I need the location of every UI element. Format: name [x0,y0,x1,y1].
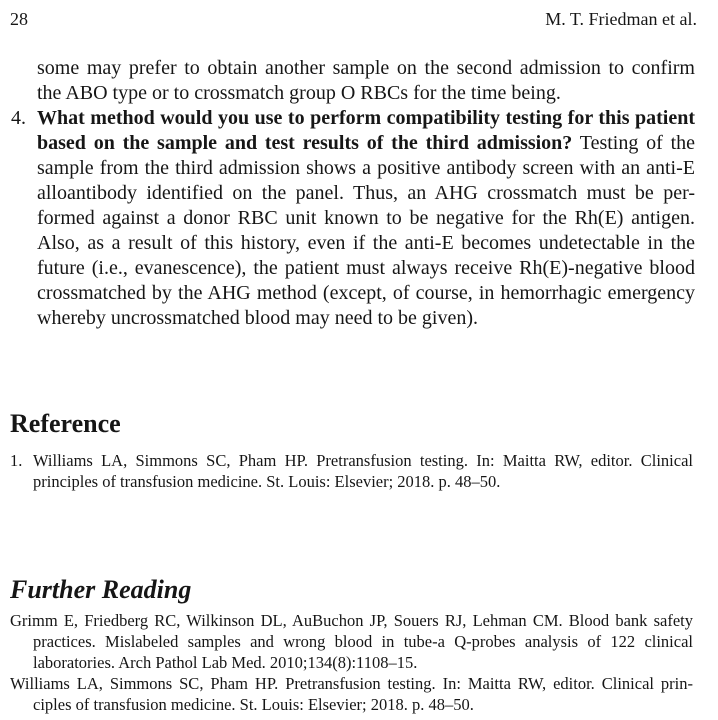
further-reading-line: laboratories. Arch Pathol Lab Med. 2010;134(8):1108–15. [33,653,418,672]
body-line: whereby uncrossmatched blood may need to be given). [37,307,478,329]
body-line: the ABO type or to crossmatch group O RBCs for the time being. [37,82,561,104]
list-item-4-first-line [11,106,695,131]
further-reading-heading: Further Reading [10,574,192,604]
body-line: Also, as a result of this history, even if the anti-E becomes undetectable in the [37,232,695,254]
body-line: formed against a donor RBC unit known to be negative for the Rh(E) antigen. [37,207,695,229]
reference-text: Williams LA, Simmons SC, Pham HP. Pretransfusion testing. In: Maitta RW, editor. Clinical [33,451,693,470]
reference-number: 1. [10,451,23,470]
reference-list [10,450,693,492]
reference-line [10,450,693,471]
running-header [10,8,697,30]
reference-heading: Reference [10,408,121,438]
further-reading-line: Grimm E, Friedberg RC, Wilkinson DL, AuBuchon JP, Souers RJ, Lehman CM. Blood bank safety [10,611,693,630]
further-reading-list [10,610,693,715]
question-bold-text: What method would you use to perform compatibility testing for this patient [37,107,695,129]
body-line: future (i.e., evanescence), the patient must always receive Rh(E)-negative blood [37,257,695,279]
body-line: some may prefer to obtain another sample on the second admission to confirm [37,57,695,79]
body-line: alloantibody identified on the panel. Thus, an AHG crossmatch must be per- [37,182,695,204]
page-number: 28 [10,9,28,29]
further-reading-line: ciples of transfusion medicine. St. Louis: Elsevier; 2018. p. 48–50. [33,695,474,714]
list-item-number: 4. [11,107,26,129]
body-text [11,56,695,331]
running-title: M. T. Friedman et al. [545,9,697,29]
further-reading-line: Williams LA, Simmons SC, Pham HP. Pretransfusion testing. In: Maitta RW, editor. Clinical prin- [10,674,693,693]
reference-line: principles of transfusion medicine. St. Louis: Elsevier; 2018. p. 48–50. [33,472,501,491]
answer-text: Testing of the [579,132,696,154]
question-bold-text: based on the sample and test results of the third admission? [37,132,573,154]
body-line [37,131,695,156]
further-reading-line: practices. Mislabeled samples and wrong blood in tube-a Q-probes analysis of 122 clinical [33,632,693,651]
body-line: sample from the third admission shows a positive antibody screen with an anti-E [37,157,695,179]
body-line: crossmatched by the AHG method (except, of course, in hemorrhagic emergency [37,282,695,304]
